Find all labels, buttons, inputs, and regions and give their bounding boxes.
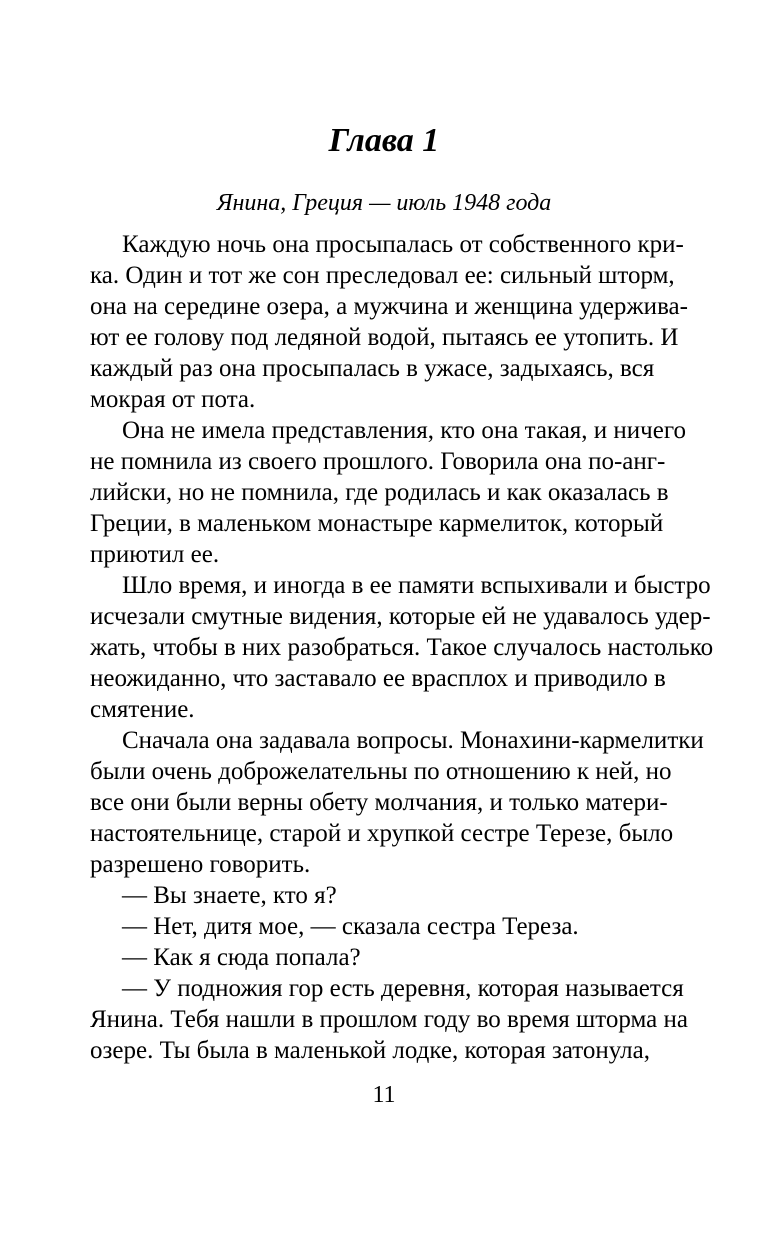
text-line: приютил ее.: [90, 541, 220, 568]
dialogue-line: — Как я сюда попала?: [122, 944, 361, 971]
text-line: Она не имела представления, кто она такая, и ничего: [122, 417, 686, 444]
text-line: все они были верны обету молчания, и только матери-: [90, 789, 668, 816]
text-line: были очень доброжелательны по отношению к ней, но: [90, 758, 672, 785]
text-line: Греции, в маленьком монастыре кармелиток, который: [90, 510, 664, 537]
text-line: лийски, но не помнила, где родилась и как оказалась в: [90, 479, 669, 506]
text-line: ют ее голову под ледяной водой, пытаясь ее утопить. И: [90, 324, 679, 351]
text-line: разрешено говорить.: [90, 851, 311, 878]
text-line: каждый раз она просыпалась в ужасе, задыхаясь, вся: [90, 355, 655, 382]
text-line: смятение.: [90, 696, 195, 723]
text-line: Шло время, и иногда в ее памяти вспыхивали и быстро: [122, 572, 711, 599]
dialogue-line: — Вы знаете, кто я?: [122, 882, 337, 909]
dialogue-line: — Нет, дитя мое, — сказала сестра Тереза.: [122, 913, 579, 940]
text-line: не помнила из своего прошлого. Говорила она по-анг-: [90, 448, 666, 475]
text-line: Янина. Тебя нашли в прошлом году во время шторма на: [90, 1006, 688, 1033]
text-line: исчезали смутные видения, которые ей не удавалось удер-: [90, 603, 711, 630]
text-line: жать, чтобы в них разобраться. Такое случалось настолько: [90, 634, 714, 661]
body-text: [90, 229, 714, 1066]
dialogue-line: — У подножия гор есть деревня, которая называется: [122, 975, 684, 1002]
text-line: ка. Один и тот же сон преследовал ее: сильный шторм,: [90, 262, 675, 289]
text-line: Каждую ночь она просыпалась от собственного кри-: [122, 231, 684, 258]
chapter-title: Глава 1: [328, 122, 440, 159]
text-line: озере. Ты была в маленькой лодке, которая затонула,: [90, 1037, 650, 1064]
page-number: 11: [372, 1082, 396, 1108]
text-line: неожиданно, что заставало ее врасплох и приводило в: [90, 665, 666, 692]
text-line: настоятельнице, старой и хрупкой сестре Терезе, было: [90, 820, 674, 847]
chapter-subtitle: Янина, Греция — июль 1948 года: [216, 190, 552, 216]
text-line: Сначала она задавала вопросы. Монахини-кармелитки: [122, 727, 704, 754]
text-line: мокрая от пота.: [90, 386, 256, 413]
text-line: она на середине озера, а мужчина и женщина удержива-: [90, 293, 688, 320]
